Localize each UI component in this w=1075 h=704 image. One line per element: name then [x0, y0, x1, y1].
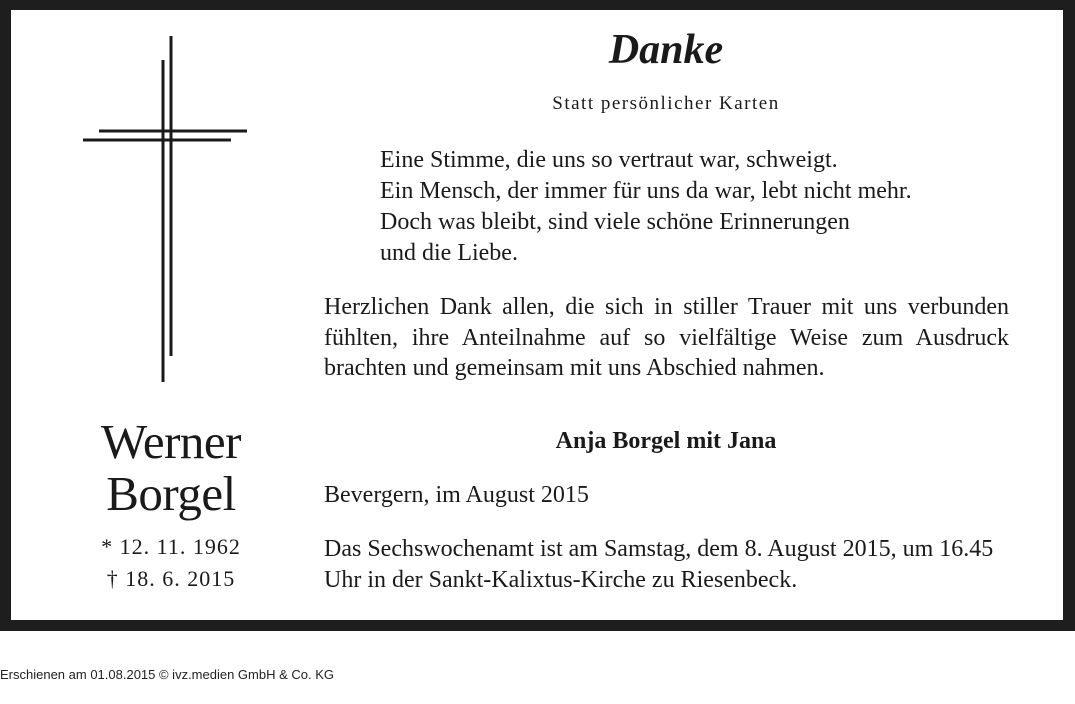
signer: Anja Borgel mit Jana: [555, 428, 777, 454]
page-title: Danke: [608, 27, 724, 73]
birth-date: * 12. 11. 1962: [101, 534, 241, 559]
subtitle: Statt persönlicher Karten: [552, 93, 780, 114]
poem-line: und die Liebe.: [380, 240, 518, 266]
poem-line: Ein Mensch, der immer für uns da war, lebt nicht mehr.: [380, 178, 912, 204]
poem-line: Eine Stimme, die uns so vertraut war, schweigt.: [380, 147, 838, 173]
poem-line: Doch was bleibt, sind viele schöne Erinnerungen: [380, 209, 850, 235]
publication-credit: Erschienen am 01.08.2015 © ivz.medien GmbH & Co. KG: [0, 667, 335, 682]
service-notice: Das Sechswochenamt ist am Samstag, dem 8. August 2015, um 16.45 Uhr in der Sankt-Kalixtus-Kirche zu Riesenbeck.: [324, 536, 994, 593]
poem: [380, 145, 912, 269]
death-date: † 18. 6. 2015: [106, 566, 236, 591]
obituary-card: [11, 10, 1063, 620]
place-date: Bevergern, im August 2015: [324, 482, 589, 508]
cross-icon: [11, 10, 271, 390]
thanks-paragraph: Herzlichen Dank allen, die sich in stiller Trauer mit uns verbunden fühlten, ihre Anteilnahme auf so vielfältige Weise zum Ausdruck brachten und gemeinsam mit uns Abschied nahmen.: [324, 294, 1009, 381]
deceased-first-name: Werner: [101, 414, 241, 469]
deceased-last-name: Borgel: [106, 466, 236, 521]
